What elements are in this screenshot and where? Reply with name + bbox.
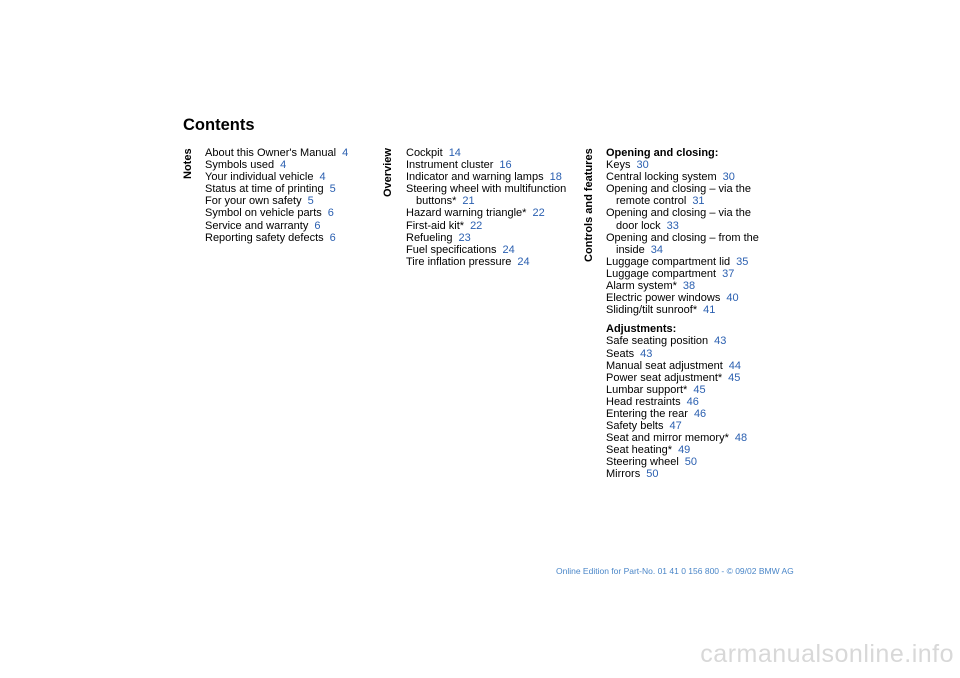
toc-entry-text: Electric power windows: [606, 292, 721, 305]
toc-page-number[interactable]: 43: [640, 347, 653, 360]
toc-entry[interactable]: [606, 432, 759, 444]
toc-entry-text: Seat heating*: [606, 444, 673, 457]
toc-entry[interactable]: [606, 456, 759, 468]
toc-page-number[interactable]: 23: [458, 231, 471, 244]
toc-entry[interactable]: [205, 220, 348, 232]
toc-entry[interactable]: [205, 207, 348, 219]
footer-edition-note: Online Edition for Part-No. 01 41 0 156 800 - © 09/02 BMW AG: [556, 566, 794, 576]
toc-entry-text: Service and warranty: [205, 219, 309, 232]
toc-page-number[interactable]: 46: [686, 395, 699, 408]
section-label-overview: Overview: [382, 148, 394, 197]
toc-page-number[interactable]: 44: [728, 359, 742, 372]
toc-entry-text: Seat and mirror memory*: [606, 432, 729, 445]
toc-entry-text: Seats: [606, 347, 635, 360]
toc-entry-text: Opening and closing – via the: [606, 207, 751, 220]
toc-entry[interactable]: [205, 171, 348, 183]
toc-entry[interactable]: [606, 444, 759, 456]
toc-page-number[interactable]: 6: [327, 207, 334, 220]
toc-entry-text: Safe seating position: [606, 335, 709, 348]
toc-page-number[interactable]: 24: [517, 255, 530, 268]
toc-entry-text: Keys: [606, 159, 631, 172]
toc-entry[interactable]: [606, 468, 759, 480]
toc-entry-text: Hazard warning triangle*: [406, 207, 527, 220]
toc-entry[interactable]: [406, 171, 566, 183]
toc-page-number[interactable]: 24: [502, 243, 515, 256]
toc-page-number[interactable]: 37: [722, 267, 735, 280]
toc-page-number[interactable]: 6: [314, 219, 321, 232]
toc-entry[interactable]: [406, 220, 566, 232]
toc-page-number[interactable]: 33: [666, 219, 679, 232]
toc-entry-text: Tire inflation pressure: [406, 255, 512, 268]
toc-entry-text: About this Owner's Manual: [205, 147, 337, 159]
toc-entry[interactable]: [205, 147, 348, 159]
toc-page-number[interactable]: 43: [714, 335, 727, 348]
toc-entry[interactable]: [606, 384, 759, 396]
toc-entry[interactable]: [406, 183, 566, 207]
toc-entry-text: Status at time of printing: [205, 183, 324, 196]
toc-entry[interactable]: [406, 207, 566, 219]
toc-entry-text: Head restraints: [606, 395, 681, 408]
toc-page-number[interactable]: 18: [549, 171, 562, 184]
toc-entry[interactable]: [205, 195, 348, 207]
toc-page-number[interactable]: 30: [722, 171, 735, 184]
toc-entry-text: buttons* 21: [416, 195, 475, 208]
toc-page-number[interactable]: 50: [646, 468, 659, 481]
toc-page-number[interactable]: 22: [470, 219, 483, 232]
toc-group-heading: Opening and closing:: [606, 147, 719, 159]
toc-page-number[interactable]: 4: [319, 171, 326, 184]
toc-entry-text: Central locking system: [606, 171, 717, 184]
toc-entry[interactable]: [606, 360, 759, 372]
toc-entry[interactable]: [606, 256, 759, 268]
toc-entry[interactable]: [606, 396, 759, 408]
toc-entry[interactable]: [606, 408, 759, 420]
toc-page-number[interactable]: 50: [684, 456, 698, 469]
toc-entry-text: Steering wheel with multifunction: [406, 183, 567, 196]
toc-entry[interactable]: [606, 232, 759, 256]
toc-entry-text: Symbol on vehicle parts: [205, 207, 322, 220]
toc-entry-text: Reporting safety defects: [205, 231, 324, 244]
toc-entry-text: Alarm system*: [606, 280, 677, 293]
toc-page-number[interactable]: 16: [499, 159, 512, 172]
toc-page-number[interactable]: 4: [342, 147, 349, 159]
toc-entry-text: Safety belts: [606, 420, 664, 433]
section-label-notes: Notes: [182, 148, 194, 179]
toc-entry[interactable]: [205, 183, 348, 195]
watermark: carmanualsonline.info: [700, 640, 954, 668]
group-spacer: [606, 316, 759, 323]
toc-entry[interactable]: [606, 183, 759, 207]
toc-entry-text: inside 34: [616, 243, 663, 256]
toc-entry[interactable]: [406, 256, 566, 268]
toc-entry-text: Power seat adjustment*: [606, 371, 723, 384]
toc-entry-text: Opening and closing – from the: [606, 231, 759, 244]
toc-page-number[interactable]: 45: [693, 383, 706, 396]
toc-entry-text: Entering the rear: [606, 407, 688, 420]
toc-entry[interactable]: [606, 420, 759, 432]
toc-entry[interactable]: [606, 207, 759, 231]
toc-entry[interactable]: [606, 304, 759, 316]
toc-entry[interactable]: [406, 159, 566, 171]
toc-page-number[interactable]: 48: [734, 432, 748, 445]
toc-entry-text: Fuel specifications: [406, 243, 497, 256]
toc-entry[interactable]: [406, 244, 566, 256]
notes-column: [205, 147, 348, 244]
toc-entry-text: Luggage compartment lid: [606, 255, 731, 268]
toc-entry[interactable]: [606, 372, 759, 384]
toc-page-number[interactable]: 45: [728, 371, 741, 384]
toc-page-number[interactable]: 21: [462, 195, 475, 208]
toc-entry-text: Steering wheel: [606, 456, 679, 469]
toc-entry[interactable]: [606, 171, 759, 183]
toc-page-number[interactable]: 31: [692, 195, 705, 208]
toc-entry[interactable]: [606, 335, 759, 347]
toc-page-number[interactable]: 40: [726, 292, 739, 305]
controls-column: [606, 147, 759, 481]
toc-page-number[interactable]: 22: [532, 207, 545, 220]
toc-page-number[interactable]: 47: [669, 420, 682, 433]
toc-group-heading: Adjustments:: [606, 323, 677, 336]
toc-page-number[interactable]: 14: [448, 147, 461, 159]
toc-entry-text: door lock 33: [616, 219, 679, 232]
toc-entry[interactable]: [606, 348, 759, 360]
toc-entry[interactable]: [406, 147, 566, 159]
toc-page-number[interactable]: 35: [736, 255, 749, 268]
toc-page-number[interactable]: 6: [329, 231, 336, 244]
toc-entry[interactable]: [606, 159, 759, 171]
toc-entry-text: For your own safety: [205, 195, 302, 208]
toc-entry-text: Your individual vehicle: [205, 171, 314, 184]
toc-entry-text: Opening and closing – via the: [606, 183, 751, 196]
toc-entry[interactable]: [205, 159, 348, 171]
toc-entry[interactable]: [406, 232, 566, 244]
toc-entry-text: Cockpit: [406, 147, 443, 159]
page-title: Contents: [183, 116, 255, 134]
toc-page-number[interactable]: 30: [636, 159, 649, 172]
toc-entry-text: First-aid kit*: [406, 219, 465, 232]
toc-entry-text: Lumbar support*: [606, 383, 688, 396]
toc-page-number[interactable]: 38: [682, 280, 696, 293]
toc-entry-text: Mirrors: [606, 468, 641, 481]
toc-entry[interactable]: [606, 268, 759, 280]
toc-page-number[interactable]: 46: [693, 407, 707, 420]
toc-entry-text: Luggage compartment: [606, 267, 717, 280]
toc-entry-text: Symbols used: [205, 159, 275, 172]
toc-entry-text: remote control 31: [616, 195, 705, 208]
toc-entry-text: Sliding/tilt sunroof*: [606, 304, 698, 317]
toc-page-number[interactable]: 49: [678, 444, 691, 457]
toc-page-number[interactable]: 41: [703, 304, 716, 317]
toc-entry[interactable]: [606, 280, 759, 292]
toc-entry[interactable]: [205, 232, 348, 244]
toc-entry[interactable]: [606, 292, 759, 304]
toc-page-number[interactable]: 5: [329, 183, 336, 196]
toc-page-number[interactable]: 5: [307, 195, 314, 208]
toc-entry-text: Indicator and warning lamps: [406, 171, 544, 184]
toc-entry-text: Manual seat adjustment: [606, 359, 723, 372]
toc-page-number[interactable]: 34: [650, 243, 663, 256]
toc-entry-text: Instrument cluster: [406, 159, 494, 172]
toc-page-number[interactable]: 4: [280, 159, 287, 172]
section-label-controls: Controls and features: [583, 148, 595, 262]
toc-entry-text: Refueling: [406, 231, 453, 244]
overview-column: [406, 147, 566, 268]
